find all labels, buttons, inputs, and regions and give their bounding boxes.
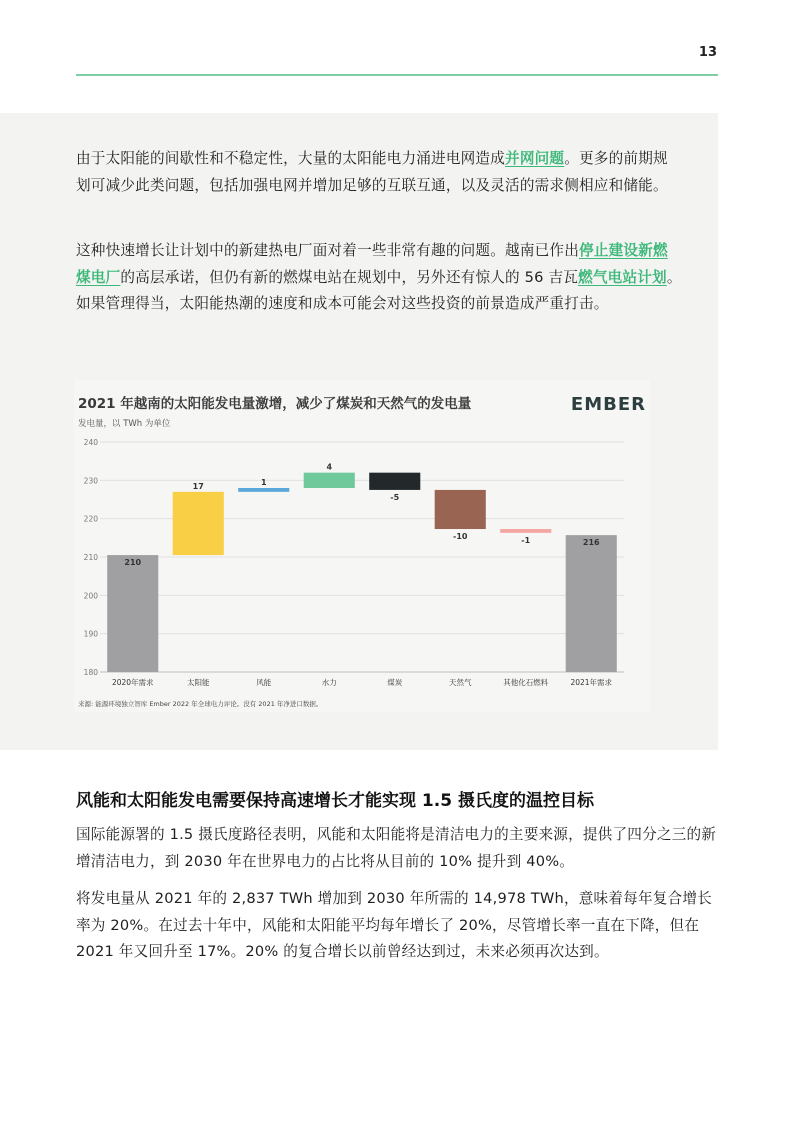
paragraph-text: 由于太阳能的间歇性和不稳定性，大量的太阳能电力涌进电网造成 [76, 150, 506, 167]
bar-0 [107, 555, 158, 672]
data-label: -5 [390, 492, 400, 502]
bar-2 [238, 488, 289, 492]
page-number: 13 [698, 45, 717, 60]
x-tick-label: 太阳能 [187, 678, 210, 687]
paragraph-growth-rate: 将发电量从 2021 年的 2,837 TWh 增加到 2030 年所需的 14,978 TWh，意味着每年复合增长率为 20%。在过去十年中，风能和太阳能平均每年增长了 20%，尽管增长率一直在下降，但在 2021 年又回升至 17%。20% 的复合增长以前曾经达到过，未来必须再次达到。 [76, 890, 712, 960]
data-label: 17 [192, 481, 204, 491]
waterfall-chart-card [74, 380, 650, 712]
chart-bars [107, 473, 617, 672]
chart-source-note: 来源: 能源环境独立智库 Ember 2022 年全球电力评论。没有 2021 年净进口数据。 [78, 700, 323, 708]
gas-plant-plan-link[interactable]: 燃气电站计划 [578, 268, 667, 286]
x-tick-label: 2020年需求 [111, 678, 154, 687]
grid-issue-link[interactable]: 并网问题 [505, 150, 565, 167]
bar-4 [369, 473, 420, 490]
section-heading: 风能和太阳能发电需要保持高速增长才能实现 1.5 摄氏度的温控目标 [76, 791, 594, 811]
bar-5 [435, 490, 486, 529]
ember-logo: EMBER [570, 394, 646, 415]
data-label: 210 [124, 558, 142, 568]
paragraph-thermal-plants [76, 238, 682, 318]
header-divider [76, 74, 718, 76]
bar-7 [566, 535, 617, 672]
paragraph-text: 这种快速增长让计划中的新建热电厂面对着一些非常有趣的问题。越南已作出 [76, 242, 579, 259]
bar-6 [500, 529, 551, 533]
paragraph-text: 。更多的前期规划可减少此类问题，包括加强电网并增加足够的互联互通，以及灵活的需求侧相应和储能。 [76, 150, 668, 194]
y-tick-label: 210 [83, 553, 98, 562]
data-label: -1 [521, 535, 531, 545]
x-tick-label: 水力 [321, 678, 337, 687]
data-label: -10 [453, 532, 468, 542]
bar-3 [304, 473, 355, 488]
y-tick-label: 240 [83, 438, 98, 447]
paragraph-iea-pathway: 国际能源署的 1.5 摄氏度路径表明，风能和太阳能将是清洁电力的主要来源，提供了四分之三的新增清洁电力，到 2030 年在世界电力的占比将从目前的 10% 提升到 40%。 [76, 826, 717, 870]
data-label: 216 [582, 538, 600, 548]
paragraph-text: 的高层承诺，但仍有新的燃煤电站在规划中，另外还有惊人的 56 吉瓦 [120, 268, 579, 286]
x-tick-label: 风能 [256, 678, 272, 687]
x-tick-label: 煤炭 [387, 678, 403, 687]
data-label: 4 [326, 462, 333, 472]
y-tick-label: 200 [83, 591, 98, 601]
chart-title: 2021 年越南的太阳能发电量激增，减少了煤炭和天然气的发电量 [78, 396, 472, 412]
paragraph-text: 。如果管理得当，太阳能热潮的速度和成本可能会对这些投资的前景造成严重打击。 [76, 268, 682, 312]
bar-1 [173, 492, 224, 555]
x-tick-label: 其他化石燃料 [503, 678, 549, 687]
data-label: 1 [260, 478, 267, 487]
y-tick-label: 220 [83, 514, 98, 524]
paragraph-grid-integration [76, 146, 682, 199]
chart-subtitle: 发电量，以 TWh 为单位 [78, 419, 171, 429]
y-tick-label: 180 [83, 668, 98, 677]
y-tick-label: 230 [83, 476, 98, 486]
y-tick-label: 190 [83, 629, 98, 639]
x-tick-label: 2021年需求 [570, 678, 613, 687]
waterfall-chart [74, 380, 650, 712]
chart-x-tick-labels [112, 677, 613, 687]
x-tick-label: 天然气 [449, 678, 472, 687]
stop-coal-plants-link[interactable]: 停止建设新燃煤电厂 [76, 242, 668, 286]
